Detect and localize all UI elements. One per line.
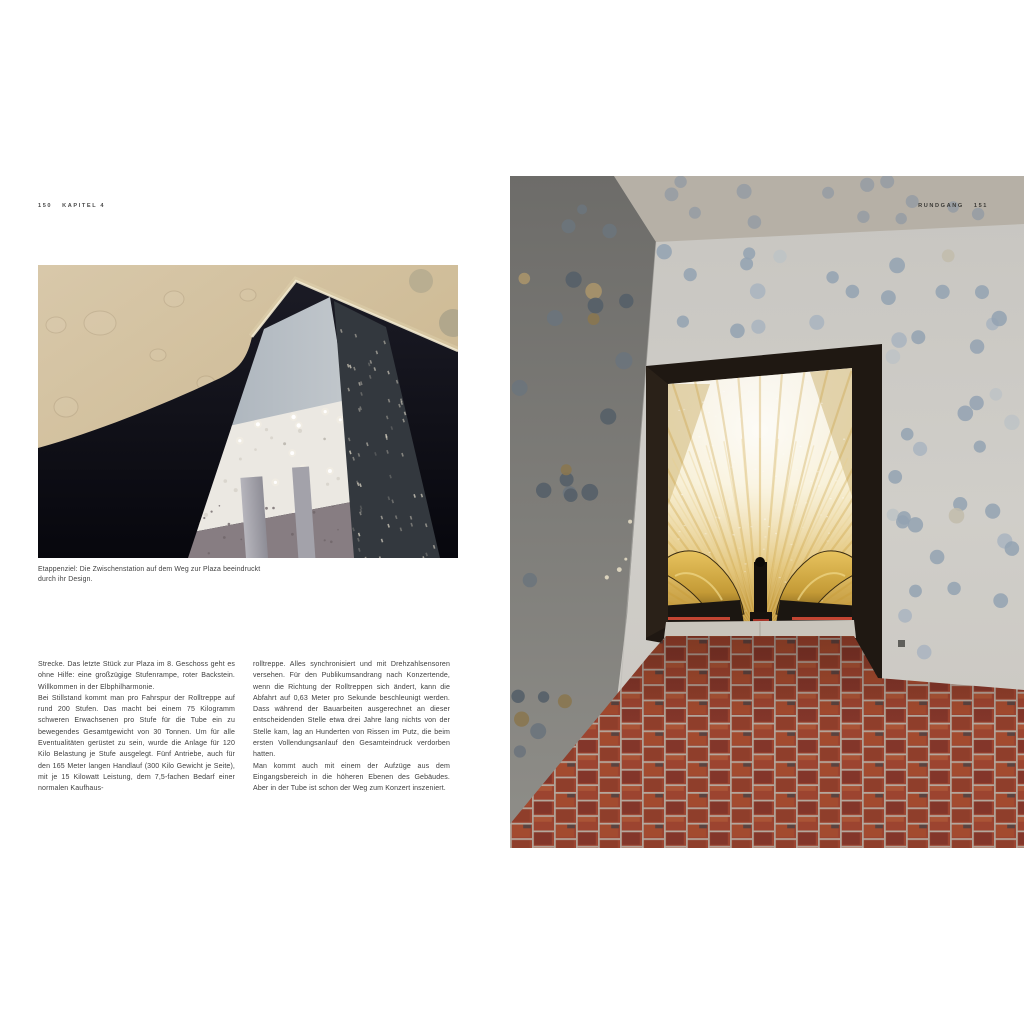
photo-escalator-tube-svg [38, 265, 458, 558]
photo-escalator-tube [38, 265, 458, 558]
paragraph: Strecke. Das letzte Stück zur Plaza im 8. Geschoss geht es ohne Hilfe: eine großzügige Stufenrampe, roter Backstein. Willkommen in der Elbphilharmonie. [38, 661, 235, 691]
paragraph: Man kommt auch mit einem der Aufzüge aus dem Eingangsbereich in die höheren Ebenen des Gebäudes. Aber in der Tube ist schon der Weg zum Konzert inszeniert. [253, 762, 450, 793]
red-step-light [792, 617, 858, 620]
wall-fixture [898, 640, 905, 647]
text-column-2 [253, 659, 450, 795]
right-page-header [918, 203, 988, 209]
photo-tube-doorway-svg [510, 176, 1024, 848]
left-page-header [38, 203, 105, 209]
doorway-jamb [646, 366, 668, 638]
left-page-number: 150 [38, 203, 53, 209]
section-label: RUNDGANG [918, 203, 964, 209]
paragraph: rolltreppe. Alles synchronisiert und mit Drehzahlsensoren versehen. Für den Publikumsandrang nach Konzertende, wenn die Richtung der Rolltreppen sich ändert, kann die Abfahrt auf 0,63 Meter pro Sekunde beschleunigt werden. Dass während der Bauarbeiten ausgerechnet an dieser entscheidenden Stelle etwa drei Jahre lang nichts von der Stelle kam, lag an Hunderten von Rissen im Putz, die beim ersten Vollendungsanlauf den Gesamteindruck verdorben hatten. [253, 661, 450, 759]
right-page-number: 151 [973, 203, 988, 209]
paragraph: Bei Stillstand kommt man pro Fahrspur der Rolltreppe auf rund 200 Stufen. Das macht bei einem 75 Kilogramm schweren Erwachsenen pro Stufe für die Tube ein zu bewegendes Gesamtgewicht von 30 Tonnen. Um für alle Eventualitäten gerüstet zu sein, wurde die Anlage für 120 Kilo Belastung je Stufe ausgelegt. Fünf Antriebe, auch für den 165 Meter langen Handlauf (300 Kilo Gewicht je Seite), mit je 15 Kilowatt Leistung, dem 7,5-fachen Bedarf einer normalen Kaufhaus- [38, 694, 235, 793]
text-column-1 [38, 659, 235, 795]
chapter-label: KAPITEL 4 [62, 203, 106, 209]
photo-caption: Etappenziel: Die Zwischenstation auf dem Weg zur Plaza beeindruckt durch ihr Design. [38, 566, 261, 583]
body-text [38, 659, 450, 795]
photo-tube-doorway [510, 176, 1024, 848]
porthole-window [409, 269, 433, 293]
red-step-light [664, 617, 730, 620]
